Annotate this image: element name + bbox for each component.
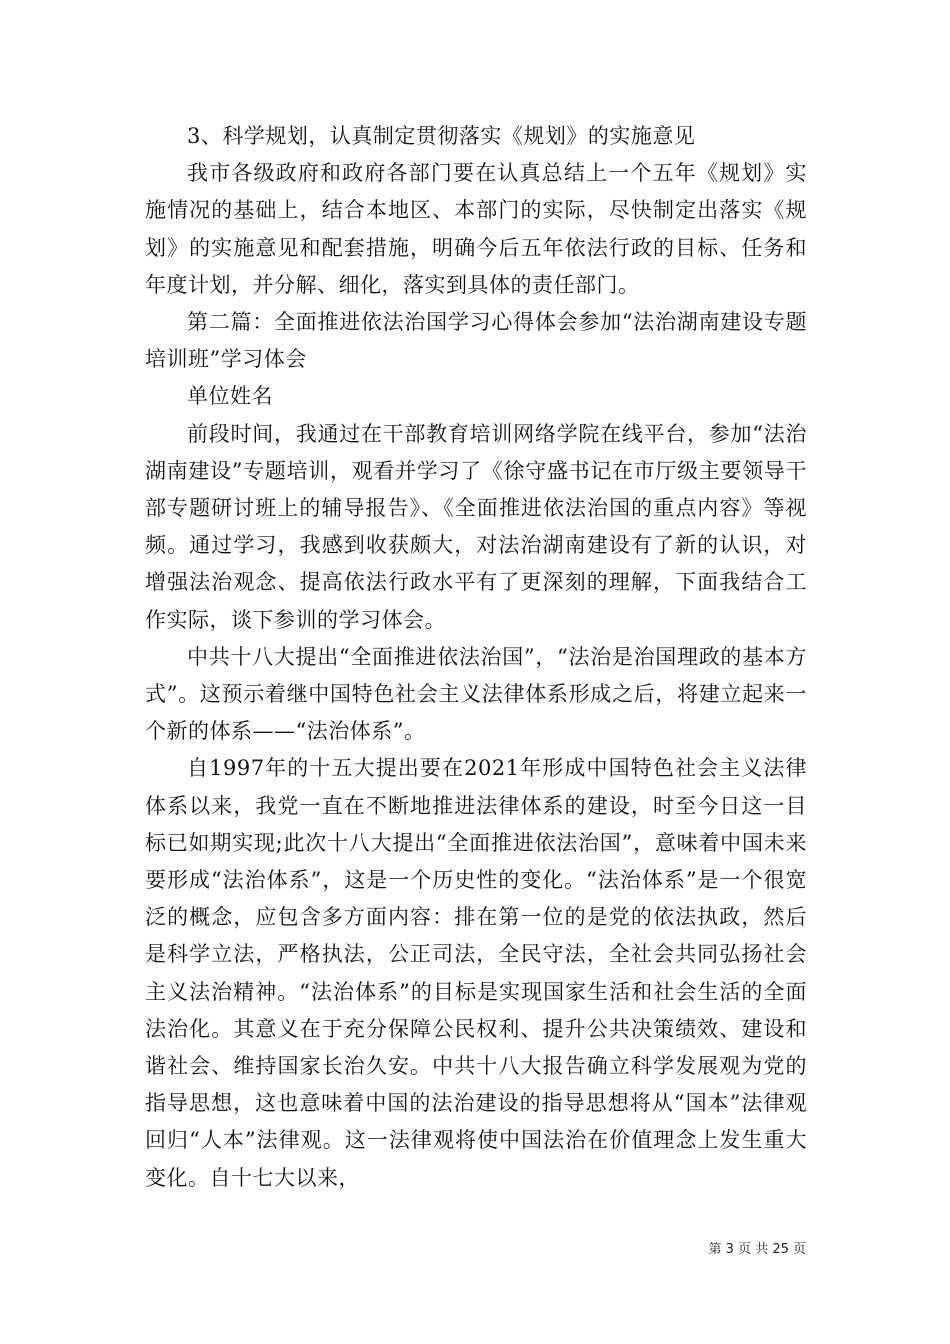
author-line: 单位姓名 (187, 384, 273, 409)
paragraph: 前段时间，我通过在干部教育培训网络学院在线平台，参加“法治湖南建设”专题培训，观看并学习了《徐守盛书记在市厅级主要领导干部专题研讨班上的辅导报告》、《全面推进依法治国的重点内容》等视频。通过学习，我感到收获颇大，对法治湖南建设有了新的认识，对增强法治观念、提高依法行政水平有了更深刻的理解，下面我结合工作实际，谈下参训的学习体会。 (145, 421, 807, 632)
paragraph: 自1997年的十五大提出要在2021年形成中国特色社会主义法律体系以来，我党一直在不断地推进法律体系的建设，时至今日这一目标已如期实现;此次十八大提出“全面推进依法治国”，意味着中国未来要形成“法治体系”，这是一个历史性的变化。“法治体系”是一个很宽泛的概念，应包含多方面内容：排在第一位的是党的依法执政，然后是科学立法，严格执法，公正司法，全民守法，全社会共同弘扬社会主义法治精神。“法治体系”的目标是实现国家生活和社会生活的全面法治化。其意义在于充分保障公民权利、提升公共决策绩效、建设和谐社会、维持国家长治久安。中共十八大报告确立科学发展观为党的指导思想，这也意味着中国的法治建设的指导思想将从“国本”法律观回归“人本”法律观。这一法律观将使中国法治在价值理念上发生重大变化。自十七大以来， (145, 756, 807, 1190)
article-title: 第二篇：全面推进依法治国学习心得体会参加“法治湖南建设专题培训班”学习体会 (145, 310, 807, 372)
paragraph: 中共十八大提出“全面推进依法治国”，“法治是治国理政的基本方式”。这预示着继中国特色社会主义法律体系形成之后，将建立起来一个新的体系——“法治体系”。 (145, 644, 807, 744)
paragraph: 我市各级政府和政府各部门要在认真总结上一个五年《规划》实施情况的基础上，结合本地区、本部门的实际，尽快制定出落实《规划》的实施意见和配套措施，明确今后五年依法行政的目标、任务和年度计划，并分解、细化，落实到具体的责任部门。 (145, 161, 807, 297)
page-number-footer: 第 3 页 共 25 页 (708, 1242, 806, 1257)
section-heading: 3、科学规划，认真制定贯彻落实《规划》的实施意见 (187, 124, 696, 148)
document-body (145, 118, 807, 1197)
